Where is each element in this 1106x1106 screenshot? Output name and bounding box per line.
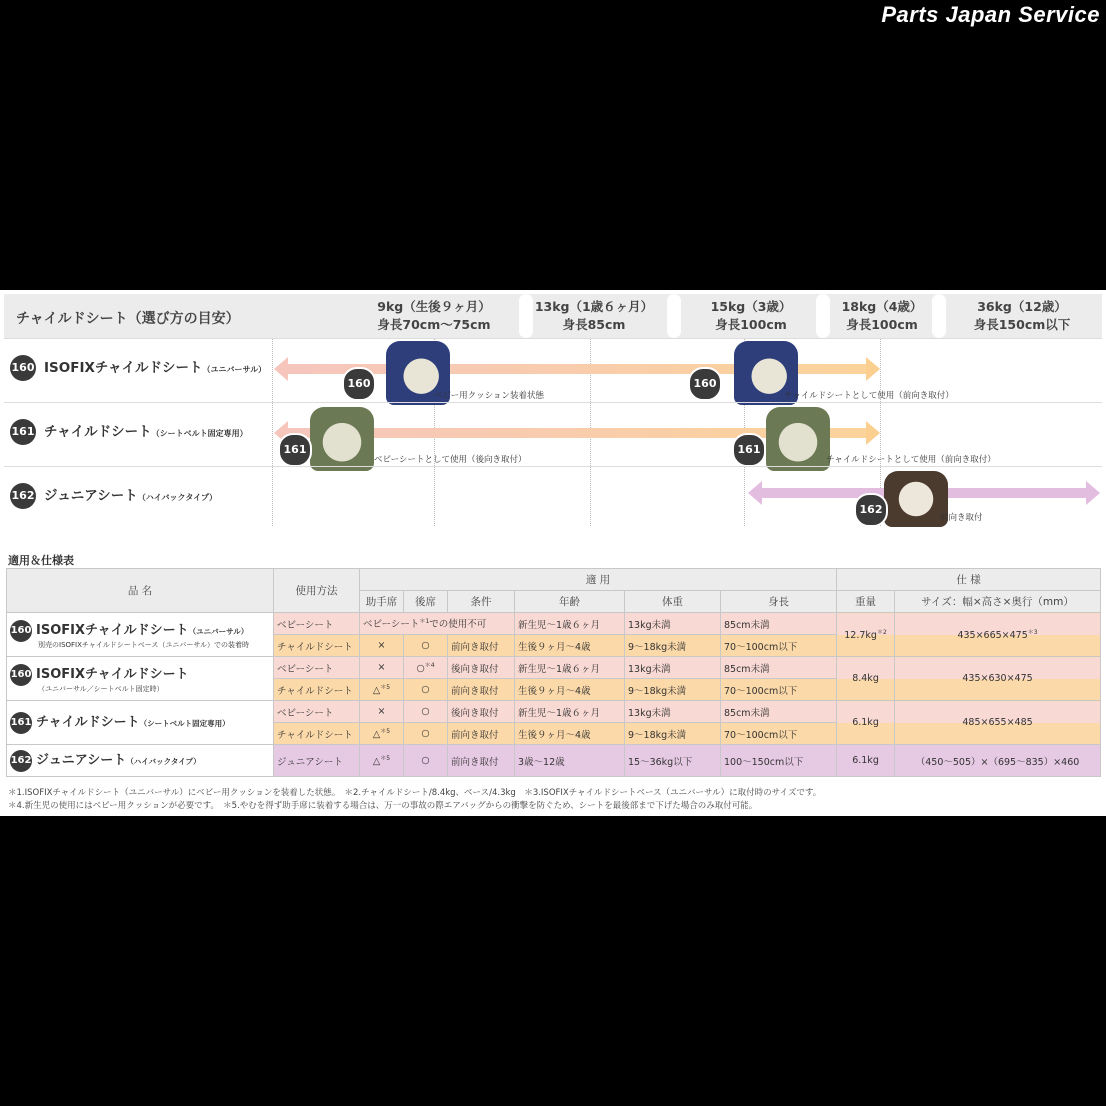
product-number-badge: 160 xyxy=(342,367,376,401)
front-cell: × xyxy=(360,635,404,657)
guide-row-160 xyxy=(4,338,1102,401)
cond-cell: 前向き取付 xyxy=(448,723,515,745)
front-cell: △$^{*5}$ xyxy=(360,723,404,745)
height-cell: 85cm未満 xyxy=(721,613,837,635)
header-rear: 後席 xyxy=(404,591,448,613)
mass-cell: 8.4kg xyxy=(837,657,895,701)
product-number-badge: 161 xyxy=(278,433,312,467)
weight-cell: 13kg未満 xyxy=(625,657,721,679)
age-cell: 新生児～1歳６ヶ月 xyxy=(515,657,625,679)
front-cell: × xyxy=(360,701,404,723)
header-mass: 重量 xyxy=(837,591,895,613)
height-cell: 70～100cm以下 xyxy=(721,635,837,657)
height-cell: 85cm未満 xyxy=(721,657,837,679)
size-cell: 485×655×485 xyxy=(895,701,1101,745)
height-cell: 70～100cm以下 xyxy=(721,679,837,701)
product-number-badge: 162 xyxy=(854,493,888,527)
front-cell: × xyxy=(360,657,404,679)
stage-4: 18kg（4歳） 身長100cm xyxy=(841,299,923,332)
height-cell: 70～100cm以下 xyxy=(721,723,837,745)
guide-header xyxy=(4,294,1102,338)
usage-cell: ベビーシート xyxy=(274,613,360,635)
product-number-badge: 162 xyxy=(10,483,36,509)
weight-cell: 9～18kg未満 xyxy=(625,723,721,745)
table-row xyxy=(7,745,1101,777)
product-name-cell: 160 ISOFIXチャイルドシート （ユニバーサル／シートベルト固定時） xyxy=(7,657,274,701)
spec-title: 適用＆仕様表 xyxy=(8,554,74,567)
age-cell: 新生児～1歳６ヶ月 xyxy=(515,613,625,635)
rear-cell: ○ xyxy=(404,723,448,745)
cond-cell: 前向き取付 xyxy=(448,745,515,777)
age-cell: 生後９ヶ月～4歳 xyxy=(515,635,625,657)
usage-cell: ベビーシート xyxy=(274,657,360,679)
product-number-badge: 160 xyxy=(10,355,36,381)
cond-cell: 前向き取付 xyxy=(448,679,515,701)
height-cell: 100～150cm以下 xyxy=(721,745,837,777)
mass-cell: 6.1kg xyxy=(837,701,895,745)
content-panel xyxy=(0,290,1106,816)
rear-cell: ○ xyxy=(404,679,448,701)
weight-cell: 13kg未満 xyxy=(625,701,721,723)
rear-cell: ○ xyxy=(404,745,448,777)
guide-title: チャイルドシート（選び方の目安） xyxy=(16,311,240,327)
product-number-badge: 160 xyxy=(688,367,722,401)
guide-row-162 xyxy=(4,466,1102,527)
front-cell: △$^{*5}$ xyxy=(360,745,404,777)
header-height: 身長 xyxy=(721,591,837,613)
usage-cell: ベビーシート xyxy=(274,701,360,723)
product-number-badge: 161 xyxy=(732,433,766,467)
cond-cell: 後向き取付 xyxy=(448,701,515,723)
product-number-badge: 160 xyxy=(10,664,32,686)
header-front: 助手席 xyxy=(360,591,404,613)
seat-image-162 xyxy=(884,471,948,527)
weight-cell: 9～18kg未満 xyxy=(625,635,721,657)
weight-cell: 13kg未満 xyxy=(625,613,721,635)
size-cell: 435×630×475 xyxy=(895,657,1101,701)
guide-row-161 xyxy=(4,402,1102,465)
front-cell: △$^{*5}$ xyxy=(360,679,404,701)
age-cell: 生後９ヶ月～4歳 xyxy=(515,679,625,701)
height-cell: 85cm未満 xyxy=(721,701,837,723)
guide-note: ベビーシートとして使用（後向き取付） xyxy=(374,455,527,465)
stage-5: 36kg（12歳） 身長150cm以下 xyxy=(973,299,1071,332)
mass-cell: $12.7kg^{*2}$ xyxy=(837,613,895,657)
footnote-2: ＊4.新生児の使用にはベビー用クッションが必要です。 ＊5.やむを得ず助手席に装着する場合は、万一の事故の際エアバッグからの衝撃を防ぐため、シートを最後部まで下げた場合のみ取付可能。 xyxy=(8,801,758,811)
product-number-badge: 161 xyxy=(10,419,36,445)
header-cond: 条件 xyxy=(448,591,515,613)
rear-cell: ○$^{*4}$ xyxy=(404,657,448,679)
stage-1: 9kg（生後９ヶ月） 身長70cm～75cm xyxy=(377,299,491,332)
weight-cell: 15～36kg以下 xyxy=(625,745,721,777)
usage-cell: ジュニアシート xyxy=(274,745,360,777)
guide-row-label: 160 ISOFIXチャイルドシート（ユニバーサル） xyxy=(10,355,266,381)
seat-image-161-child xyxy=(766,407,830,471)
guide-note: チャイルドシートとして使用（前向き取付） xyxy=(784,391,954,401)
product-number-badge: 162 xyxy=(10,750,32,772)
header-size: サイズ：幅×高さ×奥行（mm） xyxy=(895,591,1101,613)
header-usage: 使用方法 xyxy=(274,569,360,613)
size-cell: （450～505）×（695～835）×460 xyxy=(895,745,1101,777)
mass-cell: 6.1kg xyxy=(837,745,895,777)
table-row xyxy=(7,701,1101,723)
product-number-badge: 161 xyxy=(10,712,32,734)
header-apply: 適 用 xyxy=(360,569,837,591)
rear-cell: ○ xyxy=(404,701,448,723)
table-row xyxy=(7,657,1101,679)
guide-row-label: 161 チャイルドシート（シートベルト固定専用） xyxy=(10,419,248,445)
age-cell: 新生児～1歳６ヶ月 xyxy=(515,701,625,723)
header-age: 年齢 xyxy=(515,591,625,613)
weight-cell: 9～18kg未満 xyxy=(625,679,721,701)
selection-guide xyxy=(4,294,1102,526)
usage-cell: チャイルドシート xyxy=(274,679,360,701)
guide-note: 前向き取付 xyxy=(940,513,983,523)
header-spec: 仕 様 xyxy=(837,569,1101,591)
guide-row-label: 162 ジュニアシート（ハイバックタイプ） xyxy=(10,483,217,509)
product-name-cell: 160 ISOFIXチャイルドシート（ユニバーサル） 別売のISOFIXチャイルドシートベース（ユニバーサル）での装着時 xyxy=(7,613,274,657)
usage-cell: チャイルドシート xyxy=(274,723,360,745)
product-name-cell: 161 チャイルドシート（シートベルト固定専用） xyxy=(7,701,274,745)
seat-image-161-baby xyxy=(310,407,374,471)
usage-cell: チャイルドシート xyxy=(274,635,360,657)
rear-cell: ○ xyxy=(404,635,448,657)
spec-header-row xyxy=(7,569,1101,591)
unavailable-cell: ベビーシート$^{*1}$での使用不可 xyxy=(360,613,515,635)
stage-3: 15kg（3歳） 身長100cm xyxy=(710,299,792,332)
header-weight: 体重 xyxy=(625,591,721,613)
guide-note: チャイルドシートとして使用（前向き取付） xyxy=(826,455,996,465)
watermark: Parts Japan Service xyxy=(881,2,1100,27)
product-name-cell: 162 ジュニアシート（ハイバックタイプ） xyxy=(7,745,274,777)
size-cell: $435\times 665\times 475^{*3}$ xyxy=(895,613,1101,657)
cond-cell: 後向き取付 xyxy=(448,657,515,679)
cond-cell: 前向き取付 xyxy=(448,635,515,657)
product-number-badge: 160 xyxy=(10,620,32,642)
spec-table xyxy=(6,568,1101,777)
stage-2: 13kg（1歳６ヶ月） 身長85cm xyxy=(534,299,654,332)
table-row xyxy=(7,613,1101,635)
stage-separator xyxy=(667,294,681,338)
guide-note: ベビー用クッション装着状態 xyxy=(434,391,544,401)
header-name: 品 名 xyxy=(7,569,274,613)
footnote-1: ＊1.ISOFIXチャイルドシート（ユニバーサル）にベビー用クッションを装着した状態。 ＊2.チャイルドシート/8.4kg、ベース/4.3kg ＊3.ISOFIXチャイルドシートベース（ユニバーサル）に取付時のサイズです。 xyxy=(8,788,822,798)
age-cell: 3歳～12歳 xyxy=(515,745,625,777)
age-cell: 生後９ヶ月～4歳 xyxy=(515,723,625,745)
